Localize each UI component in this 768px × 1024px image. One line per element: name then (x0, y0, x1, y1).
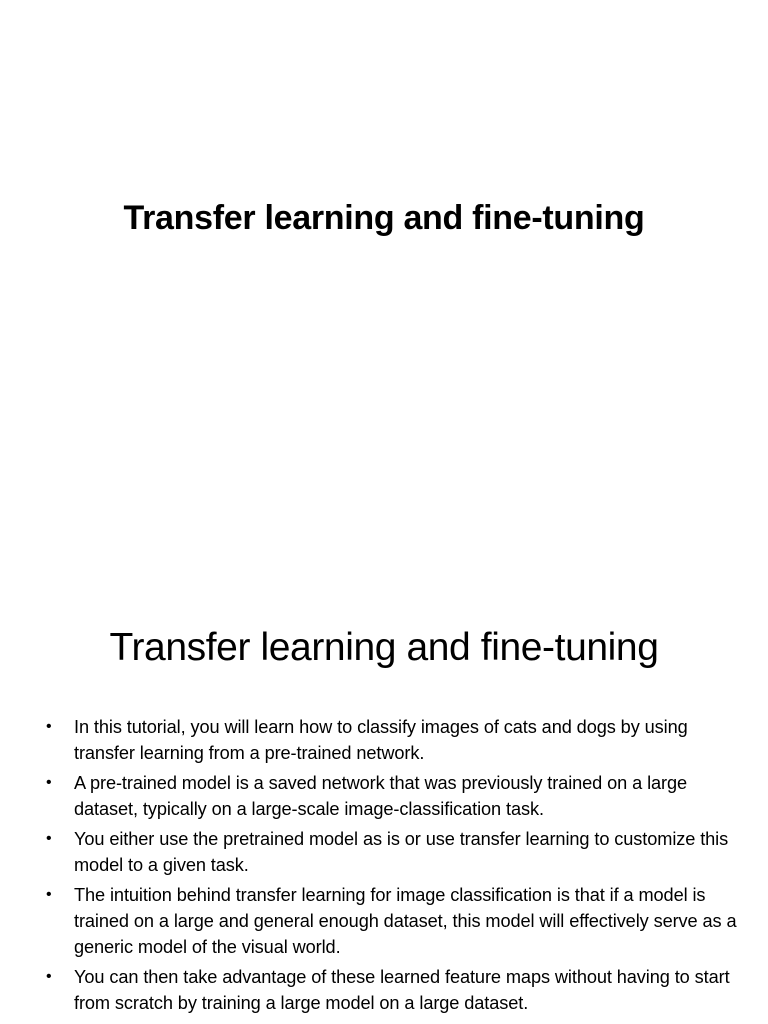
bullet-icon: • (46, 718, 52, 735)
bullet-icon: • (46, 830, 52, 847)
content-slide (0, 600, 768, 1024)
bullet-item (46, 964, 746, 1016)
bullet-icon: • (46, 886, 52, 903)
bullet-icon: • (46, 774, 52, 791)
slide-heading: Transfer learning and fine-tuning (109, 626, 659, 669)
title-slide (0, 0, 768, 432)
bullet-icon: • (46, 968, 52, 985)
bullet-text: A pre-trained model is a saved network that was previously trained on a large dataset, typically on a large-scale image-classification task. (74, 773, 688, 819)
bullet-text: You can then take advantage of these learned feature maps without having to start from scratch by training a large model on a large dataset. (74, 967, 730, 1013)
bullet-text: The intuition behind transfer learning for image classification is that if a model is trained on a large and general enough dataset, this model will effectively serve as a generic model of the visual world. (74, 885, 737, 957)
bullet-item (46, 826, 746, 878)
bullet-text: You either use the pretrained model as is or use transfer learning to customize this model to a given task. (74, 829, 729, 875)
bullet-item (46, 770, 746, 822)
bullet-list (46, 714, 746, 1020)
bullet-text: In this tutorial, you will learn how to classify images of cats and dogs by using transfer learning from a pre-trained network. (74, 717, 688, 763)
slide-title: Transfer learning and fine-tuning (123, 199, 645, 237)
bullet-item (46, 882, 746, 960)
bullet-item (46, 714, 746, 766)
